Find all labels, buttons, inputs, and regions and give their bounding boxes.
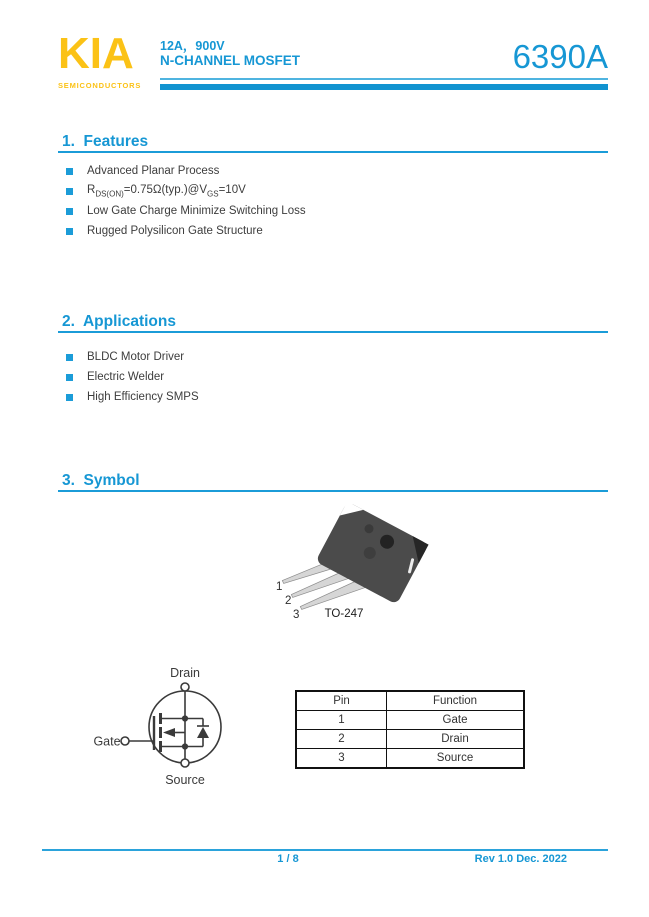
table-cell-function: Source [387,749,525,769]
table-row [296,749,524,769]
application-item [66,387,199,407]
feature-item-label: $R_{DS(ON)}=0.75\Omega(typ.)@V_{GS}=10V$ [87,183,246,199]
feature-item [66,201,306,221]
pin-callout-3: 3 [293,609,300,620]
features-heading: 1. Features [62,133,149,150]
feature-item-label: Rugged Polysilicon Gate Structure [87,225,263,237]
footer-divider [42,849,608,851]
table-row [296,730,524,749]
feature-item-label: Low Gate Charge Minimize Switching Loss [87,205,306,217]
body-arrow [163,728,175,737]
header-rating-line: 12A，900V [160,39,225,53]
application-item-label: High Efficiency SMPS [87,391,199,403]
header-divider-thick [160,84,608,90]
table-cell-pin: 3 [296,749,387,769]
pin-callout-2: 2 [285,595,292,607]
to247-package-image [263,502,458,620]
table-cell-function: Gate [387,711,525,730]
header-divider-thin [160,78,608,80]
feature-item [66,161,306,181]
bullet-icon [66,374,73,381]
pin-function-table [295,690,525,769]
drain-label: Drain [170,666,200,680]
applications-rule [58,331,608,333]
table-header-function: Function [387,691,525,711]
symbol-rule [58,490,608,492]
feature-item [66,221,306,241]
applications-heading: 2. Applications [62,313,176,330]
package-caption: TO-247 [324,608,364,620]
table-cell-function: Drain [387,730,525,749]
mosfet-symbol-figure [85,660,315,795]
gate-label: Gate [93,734,121,749]
header-part-number: 6390A [512,38,608,75]
feature-item [66,181,306,201]
package-body [315,502,428,605]
bullet-icon [66,168,73,175]
feature-item-label: Advanced Planar Process [87,165,220,177]
bullet-icon [66,228,73,235]
header-device-type: N-CHANNEL MOSFET [160,53,300,68]
table-cell-pin: 2 [296,730,387,749]
footer-page-number: 1 / 8 [277,853,299,865]
application-item [66,347,199,367]
table-cell-pin: 1 [296,711,387,730]
application-item-label: Electric Welder [87,371,165,383]
footer-revision: Rev 1.0 Dec. 2022 [474,853,567,865]
features-rule [58,151,608,153]
bullet-icon [66,354,73,361]
kia-logo: KIA [58,29,134,78]
bullet-icon [66,188,73,195]
table-header-row [296,691,524,711]
application-item-label: BLDC Motor Driver [87,351,185,363]
table-header-pin: Pin [296,691,387,711]
application-item [66,367,199,387]
features-list [66,161,306,241]
bullet-icon [66,394,73,401]
bullet-icon [66,208,73,215]
source-label: Source [165,773,205,787]
body-diode [197,727,209,738]
symbol-heading: 3. Symbol [62,472,140,489]
applications-list [66,347,199,407]
kia-logo-subtext: SEMICONDUCTORS [58,81,142,90]
table-row [296,711,524,730]
pin-callout-1: 1 [276,581,283,593]
